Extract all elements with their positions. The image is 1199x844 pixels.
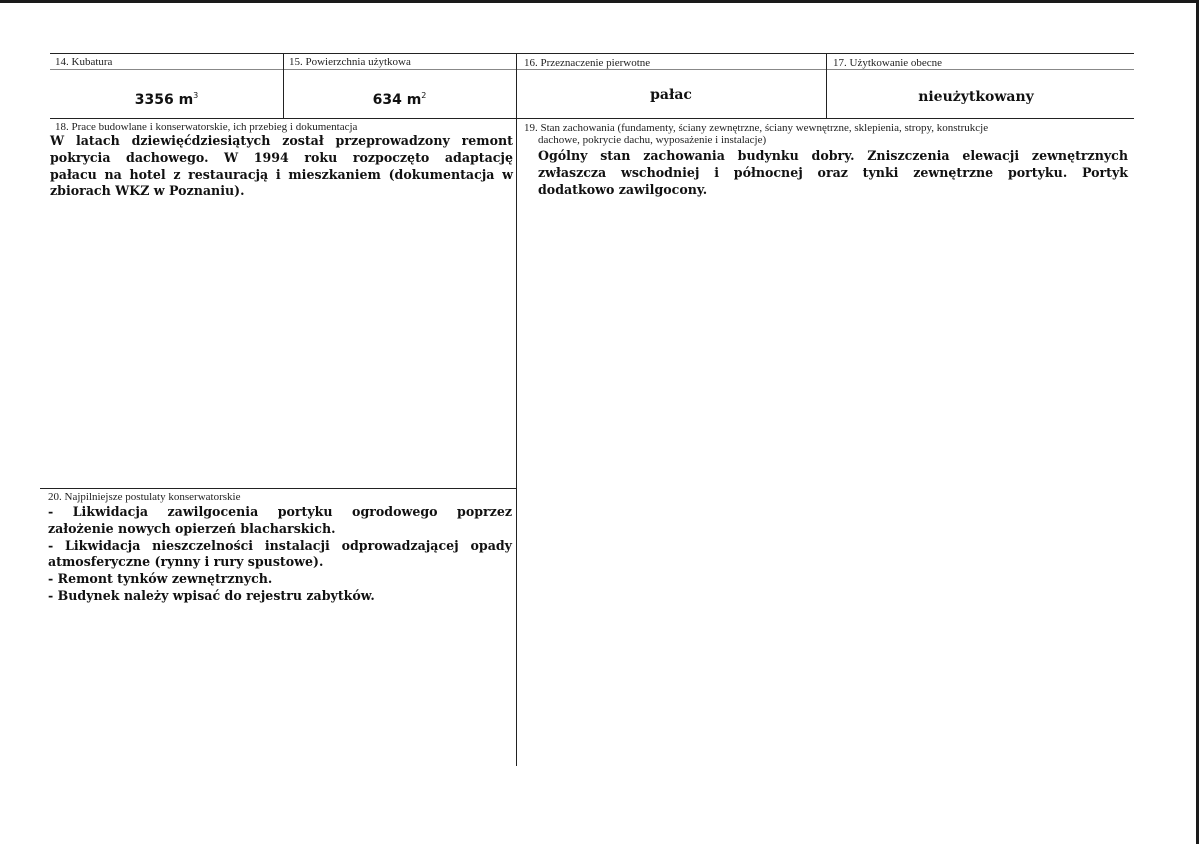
section20-top-border bbox=[40, 488, 516, 489]
section19-label-line: 19. Stan zachowania (fundamenty, ściany zewnętrzne, ściany wewnętrzne, sklepienia, stropy, konstrukcje bbox=[524, 122, 989, 134]
section20-line: - Likwidacja nieszczelności instalacji odprowadzającej opady bbox=[48, 537, 512, 553]
section18-label: 18. Prace budowlane i konserwatorskie, ich przebieg i dokumentacja bbox=[55, 121, 358, 133]
unit-exponent: 2 bbox=[421, 91, 427, 100]
section18-line: pokrycia dachowego. W 1994 roku rozpoczęto adaptację bbox=[50, 149, 513, 165]
section20-label: 20. Najpilniejsze postulaty konserwatorskie bbox=[48, 491, 241, 503]
section19-line: Ogólny stan zachowania budynku dobry. Zniszczenia elewacji zewnętrznych bbox=[538, 148, 1128, 163]
section19-text bbox=[538, 148, 1128, 198]
row-header-divider bbox=[50, 69, 1134, 70]
section18-text bbox=[50, 133, 513, 200]
section18-line: zbiorach WKZ w Poznaniu). bbox=[50, 183, 245, 199]
field-17-value: nieużytkowany bbox=[918, 89, 1034, 105]
unit-exponent: 3 bbox=[193, 91, 199, 100]
section20-line: założenie nowych opierzeń blacharskich. bbox=[48, 520, 336, 536]
section20-line: - Likwidacja zawilgocenia portyku ogrodowego poprzez bbox=[48, 504, 512, 519]
field-15-value: 634 $m^2$ bbox=[372, 91, 427, 108]
section20-text bbox=[48, 504, 512, 605]
field-14-label: 14. Kubatura bbox=[55, 56, 113, 68]
section18-line: W latach dziewięćdziesiątych został przeprowadzony remont bbox=[50, 133, 513, 148]
section19-line: dodatkowo zawilgocony. bbox=[538, 181, 708, 197]
section19-label bbox=[524, 122, 988, 146]
section20-line: - Budynek należy wpisać do rejestru zabytków. bbox=[48, 587, 375, 603]
field-16-value: pałac bbox=[650, 87, 692, 103]
section19-label-line: dachowe, pokrycie dachu, wyposażenie i instalacje) bbox=[538, 134, 767, 146]
section19-line: zwłaszcza wschodniej i północnej oraz tynki zewnętrzne portyku. Portyk bbox=[538, 164, 1128, 180]
scan-edge-top bbox=[0, 0, 1199, 3]
col-divider-16-17 bbox=[826, 53, 827, 118]
section18-line: pałacu na hotel z restauracją i mieszkaniem (dokumentacja w bbox=[50, 166, 513, 182]
col-divider-14-15 bbox=[283, 53, 284, 118]
field-14-value: 3356 $m^3$ bbox=[134, 91, 199, 108]
section20-line: - Remont tynków zewnętrznych. bbox=[48, 571, 273, 587]
section20-line: atmosferyczne (rynny i rury spustowe). bbox=[48, 554, 324, 570]
field-16-label: 16. Przeznaczenie pierwotne bbox=[524, 57, 651, 69]
row-values-bottom bbox=[50, 118, 1134, 119]
field-15-label: 15. Powierzchnia użytkowa bbox=[289, 56, 411, 68]
field-17-label: 17. Użytkowanie obecne bbox=[833, 57, 943, 69]
col-divider-main bbox=[516, 53, 517, 766]
row-top-border bbox=[50, 53, 1134, 54]
